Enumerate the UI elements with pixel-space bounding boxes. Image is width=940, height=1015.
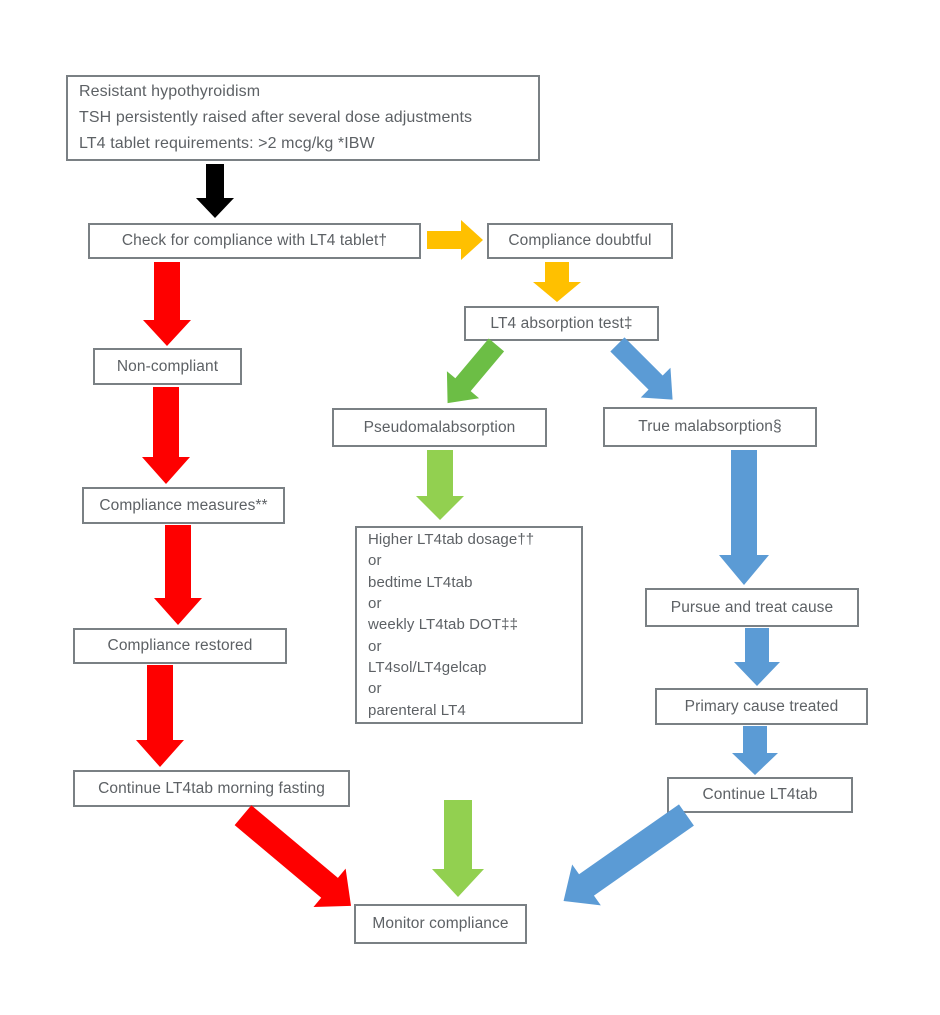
node-continue-lt4tab-morning-fasting: [73, 770, 350, 807]
options-line-6: or: [368, 637, 382, 655]
arrow-check-to-noncompliant: [143, 262, 191, 346]
node-compliance-doubtful: [487, 223, 673, 259]
node-pseudomalabsorption-label: Pseudomalabsorption: [363, 418, 516, 436]
arrow-continue-morning-to-monitor: [227, 796, 367, 925]
arrow-restored-to-continue-morning: [136, 665, 184, 767]
arrow-measures-to-restored: [154, 525, 202, 625]
start-line-3: LT4 tablet requirements: >2 mcg/kg *IBW: [79, 135, 375, 152]
node-non-compliant-label: Non-compliant: [116, 357, 219, 375]
arrow-noncompliant-to-measures: [142, 387, 190, 484]
node-pursue-treat-cause: [645, 588, 859, 627]
node-monitor-compliance: [354, 904, 527, 944]
node-pseudomalabsorption: [332, 408, 547, 447]
options-line-7: LT4sol/LT4gelcap: [368, 658, 487, 676]
options-line-9: parenteral LT4: [368, 701, 466, 719]
arrow-start-to-check: [196, 164, 234, 218]
arrow-truemal-to-pursue: [719, 450, 769, 585]
arrow-check-to-doubtful: [427, 220, 483, 260]
node-check-compliance: [88, 223, 421, 259]
node-compliance-doubtful-label: Compliance doubtful: [508, 232, 652, 249]
options-line-8: or: [368, 680, 382, 698]
node-continue-lt4tab-morning-fasting-label: Continue LT4tab morning fasting: [98, 779, 325, 797]
node-primary-cause-treated: [655, 688, 868, 725]
arrow-pseudo-to-options: [416, 450, 464, 520]
node-compliance-measures-label: Compliance measures**: [99, 496, 268, 514]
node-monitor-compliance-label: Monitor compliance: [372, 915, 509, 932]
node-true-malabsorption: [603, 407, 817, 447]
node-pursue-treat-cause-label: Pursue and treat cause: [670, 598, 834, 616]
node-compliance-restored-label: Compliance restored: [107, 637, 253, 654]
node-continue-lt4tab-label: Continue LT4tab: [702, 786, 818, 803]
options-line-4: or: [368, 595, 382, 613]
node-lt4-absorption-test-label: LT4 absorption test‡: [490, 314, 633, 332]
options-line-5: weekly LT4tab DOT‡‡: [368, 616, 519, 634]
node-treatment-options: [355, 526, 583, 724]
options-line-2: or: [368, 552, 382, 570]
arrow-doubtful-to-absorption: [533, 262, 581, 302]
node-true-malabsorption-label: True malabsorption§: [638, 418, 782, 435]
node-continue-lt4tab: [667, 777, 853, 813]
start-line-2: TSH persistently raised after several dose adjustments: [79, 109, 473, 126]
options-line-3: bedtime LT4tab: [368, 573, 473, 591]
node-resistant-hypothyroidism: [66, 75, 540, 161]
arrow-options-to-monitor: [432, 800, 484, 897]
start-line-1: Resistant hypothyroidism: [79, 83, 261, 100]
node-compliance-restored: [73, 628, 287, 664]
arrow-continue-lt4-to-monitor: [549, 795, 701, 922]
node-primary-cause-treated-label: Primary cause treated: [684, 697, 839, 715]
arrow-pursue-to-primary: [734, 628, 780, 686]
options-line-1: Higher LT4tab dosage††: [368, 531, 535, 549]
arrow-absorption-to-true-malabsorption: [603, 330, 688, 415]
arrow-absorption-to-pseudomalabsorption: [431, 331, 512, 416]
node-check-compliance-label: Check for compliance with LT4 tablet†: [121, 232, 388, 249]
node-compliance-measures: [82, 487, 285, 524]
arrow-primary-to-continue-lt4: [732, 726, 778, 775]
node-non-compliant: [93, 348, 242, 385]
